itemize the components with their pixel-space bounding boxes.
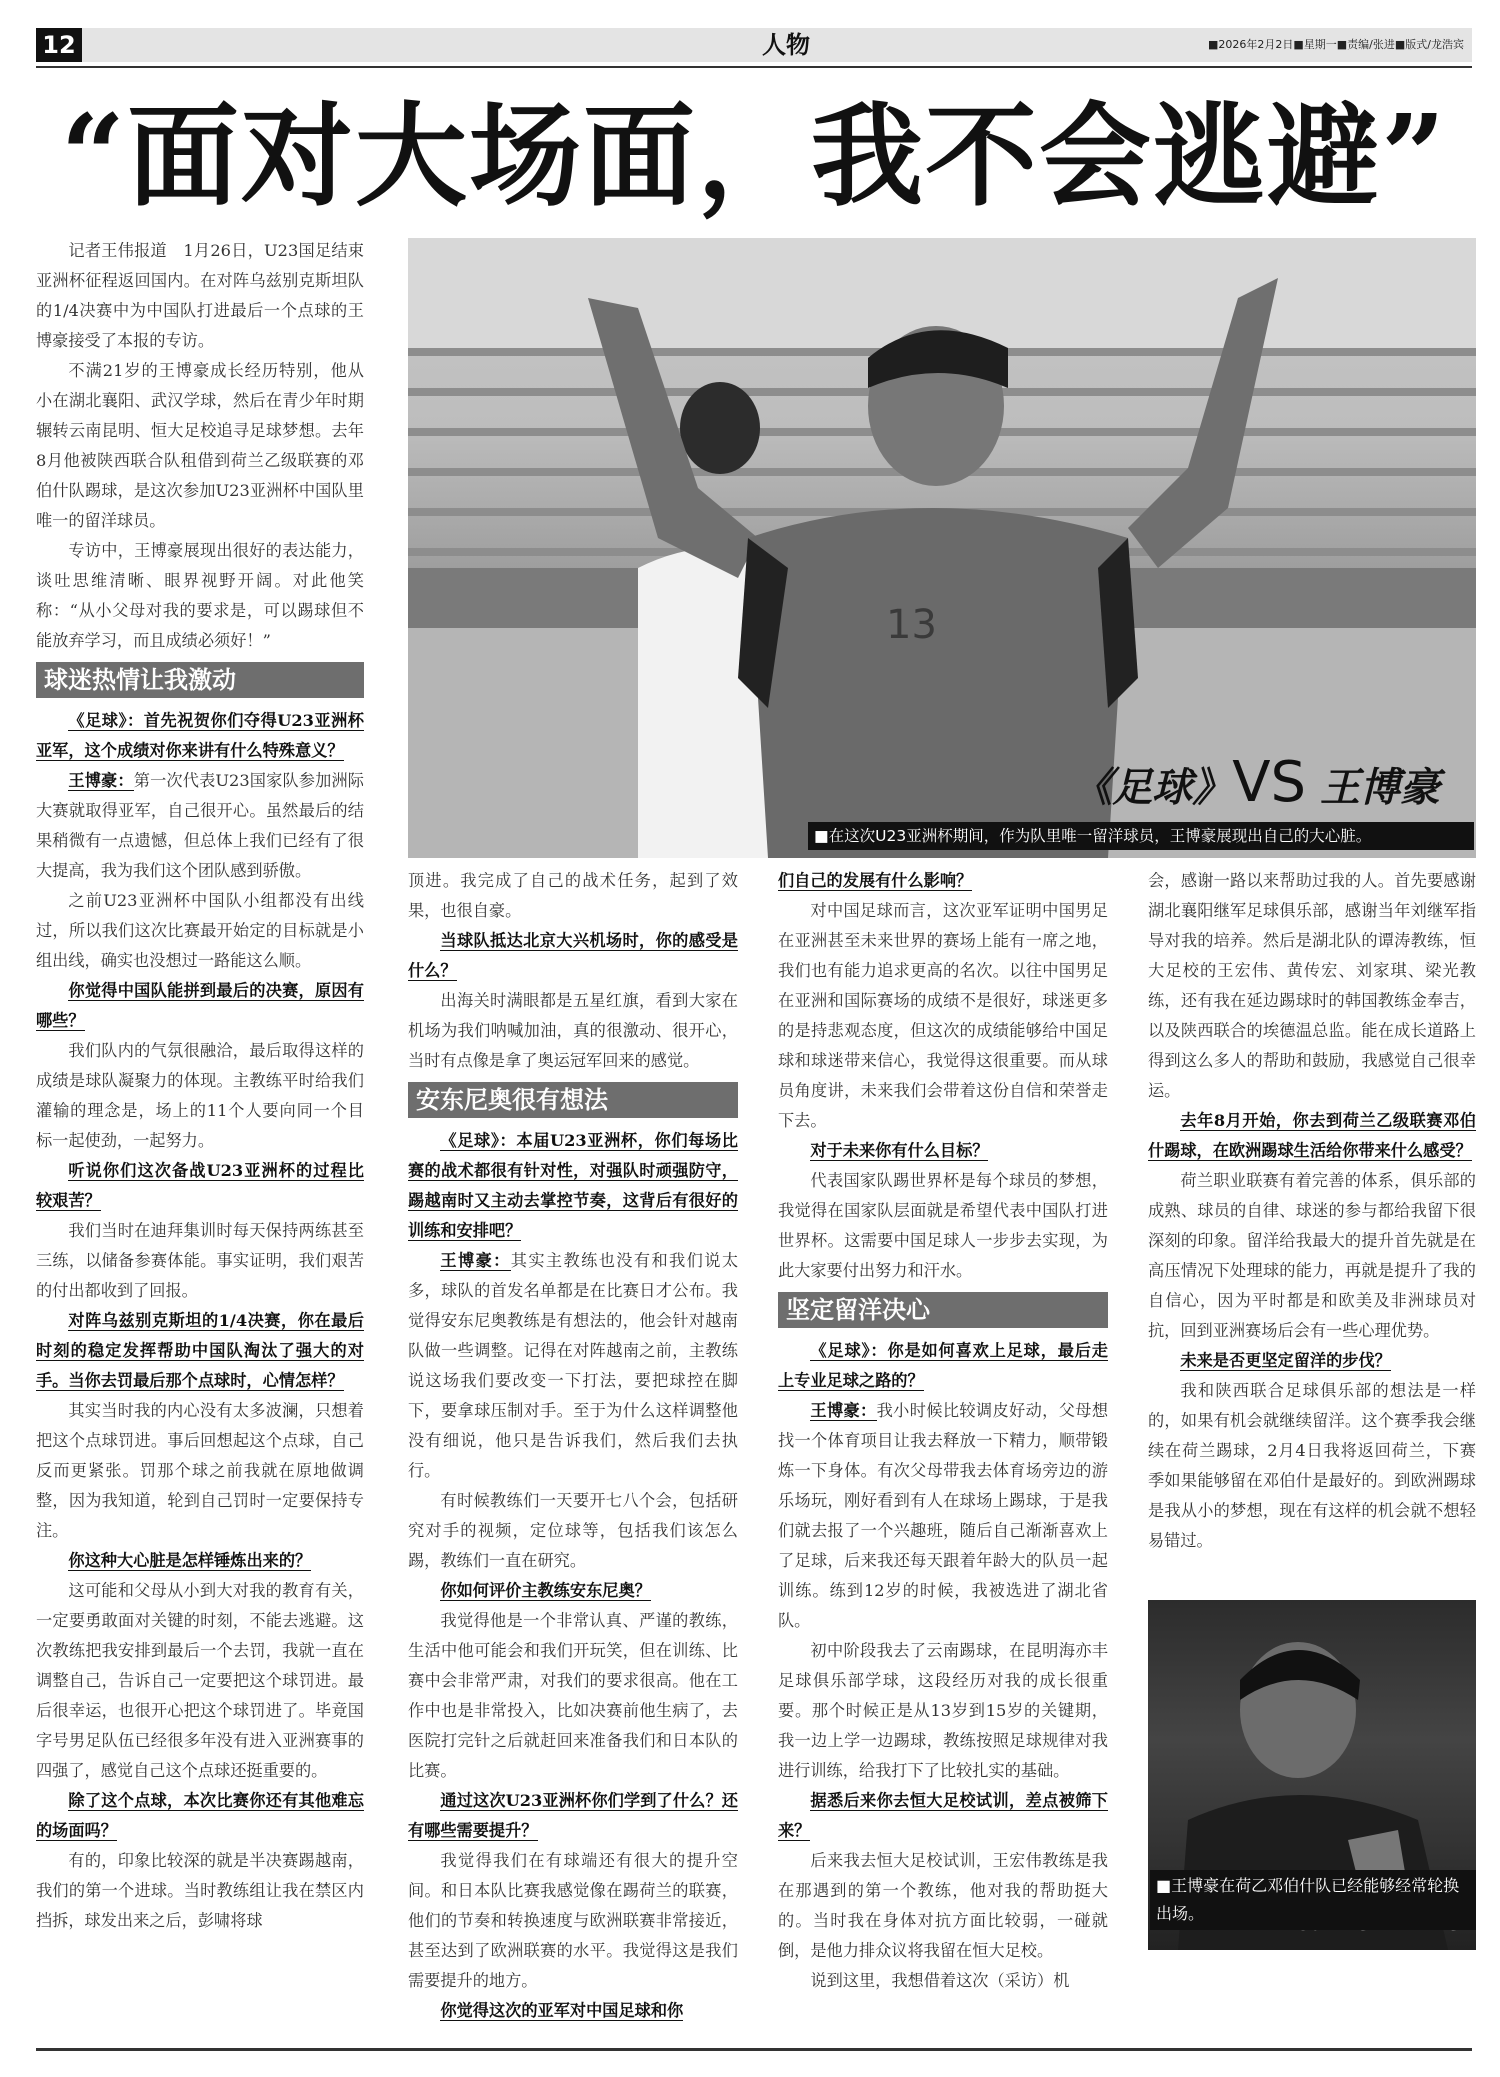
answer: 荷兰职业联赛有着完善的体系，俱乐部的成熟、球员的自律、球迷的参与都给我留下很深刻的印象。留洋给我最大的提升首先就是在高压情况下处理球的能力，再就是提升了我的自信心，因为平时都是和欧美及非洲球员对抗，回到亚洲赛场后会有一些心理优势。 [1148,1171,1476,1340]
answer: 我和陕西联合足球俱乐部的想法是一样的，如果有机会就继续留洋。这个赛季我会继续在荷兰踢球，2月4日我将返回荷兰，下赛季如果能够留在邓伯什是最好的。到欧洲踢球是我从小的梦想，现在有这样的机会就不想轻易错过。 [1148,1381,1476,1550]
question: 未来是否更坚定留洋的步伐？ [1180,1351,1391,1370]
question: 《足球》：本届U23亚洲杯，你们每场比赛的战术都很有针对性，对强队时顽强防守，踢越南时又主动去掌控节奏，这背后有很好的训练和安排吧？ [408,1131,738,1240]
answer: 王博豪：我小时候比较调皮好动，父母想找一个体育项目让我去释放一下精力，顺带锻炼一下身体。有次父母带我去体育场旁边的游乐场玩，刚好看到有人在球场上踢球，于是我们就去报了一个兴趣班，随后自己渐渐喜欢上了足球，后来我还每天跟着年龄大的队员一起训练。练到12岁的时候，我被选进了湖北省队。 [778,1401,1109,1630]
question: 你这种大心脏是怎样锤炼出来的？ [68,1551,312,1570]
answer: 有时候教练们一天要开七八个会，包括研究对手的视频，定位球等，包括我们该怎么踢，教练们一直在研究。 [408,1491,738,1570]
headline: “面对大场面，我不会逃避” [60,91,1448,222]
subheading: 球迷热情让我激动 [36,662,364,698]
answer: 代表国家队踢世界杯是每个球员的梦想，我觉得在国家队层面就是希望代表中国队打进世界杯。这需要中国足球人一步步去实现，为此大家要付出努力和汗水。 [778,1171,1108,1280]
column-4 [1148,866,1476,1556]
question: 当球队抵达北京大兴机场时，你的感受是什么？ [408,931,738,980]
speaker-label: 王博豪： [810,1401,877,1420]
question: 《足球》：你是如何喜欢上足球，最后走上专业足球之路的？ [778,1341,1108,1390]
question: 听说你们这次备战U23亚洲杯的过程比较艰苦？ [36,1161,364,1210]
question: 《足球》：首先祝贺你们夺得U23亚洲杯亚军，这个成绩对你来讲有什么特殊意义？ [36,711,364,760]
answer: 初中阶段我去了云南踢球，在昆明海亦丰足球俱乐部学球，这段经历对我的成长很重要。那个时候正是从13岁到15岁的关键期，我一边上学一边踢球，教练按照足球规律对我进行训练，给我打下了比较扎实的基础。 [778,1641,1108,1780]
question: 你觉得这次的亚军对中国足球和你 [440,2001,684,2020]
jersey-number: 13 [886,602,937,648]
answer: 王博豪：第一次代表U23国家队参加洲际大赛就取得亚军，自己很开心。虽然最后的结果稍微有一点遗憾，但总体上我们已经有了很大提高，我为我们这个团队感到骄傲。 [36,771,364,880]
answer: 顶进。我完成了自己的战术任务，起到了效果，也很自豪。 [408,871,738,920]
answer: 有的，印象比较深的就是半决赛踢越南，我们的第一个进球。当时教练组让我在禁区内挡拆，球发出来之后，彭啸将球 [36,1851,364,1930]
answer: 出海关时满眼都是五星红旗，看到大家在机场为我们呐喊加油，真的很激动、很开心，当时有点像是拿了奥运冠军回来的感觉。 [408,991,738,1070]
subheading: 坚定留洋决心 [778,1292,1108,1328]
interview-title: 《足球》VS 王博豪 [1072,750,1440,815]
intro-paragraph: 专访中，王博豪展现出很好的表达能力，谈吐思维清晰、眼界视野开阔。对此他笑称：“从小父母对我的要求是，可以踢球但不能放弃学习，而且成绩必须好！” [36,541,364,650]
column-3 [778,866,1108,1996]
question: 除了这个点球，本次比赛你还有其他难忘的场面吗？ [36,1791,364,1840]
question: 对阵乌兹别克斯坦的1/4决赛，你在最后时刻的稳定发挥帮助中国队淘汰了强大的对手。当你去罚最后那个点球时，心情怎样？ [36,1311,364,1390]
question: 通过这次U23亚洲杯你们学到了什么？还有哪些需要提升？ [408,1791,738,1840]
bottom-rule [36,2048,1472,2051]
answer: 会，感谢一路以来帮助过我的人。首先要感谢湖北襄阳继军足球俱乐部，感谢当年刘继军指导对我的培养。然后是湖北队的谭涛教练，恒大足校的王宏伟、黄传宏、刘家琪、梁光教练，还有我在延边踢球时的韩国教练金奉吉，以及陕西联合的埃德温总监。能在成长道路上得到这么多人的帮助和鼓励，我感觉自己很幸运。 [1148,871,1476,1100]
photo-caption: ■在这次U23亚洲杯期间，作为队里唯一留洋球员，王博豪展现出自己的大心脏。 [808,822,1474,850]
issue-meta: ■2026年2月2日■星期一■责编/张进■版式/龙浩宾 [1208,38,1464,51]
subheading: 安东尼奥很有想法 [408,1082,738,1118]
main-photo [408,238,1476,858]
answer: 后来我去恒大足校试训，王宏伟教练是我在那遇到的第一个教练，他对我的帮助挺大的。当时我在身体对抗方面比较弱，一碰就倒，是他力排众议将我留在恒大足校。 [778,1851,1108,1960]
question: 对于未来你有什么目标？ [810,1141,989,1160]
answer: 这可能和父母从小到大对我的教育有关，一定要勇敢面对关键的时刻，不能去逃避。这次教练把我安排到最后一个去罚，我就一直在调整自己，告诉自己一定要把这个球罚进。最后很幸运，也很开心把这个球罚进了。毕竟国字号男足队伍已经很多年没有进入亚洲赛事的四强了，感觉自己这个点球还挺重要的。 [36,1581,364,1780]
answer: 我觉得他是一个非常认真、严谨的教练，生活中他可能会和我们开玩笑，但在训练、比赛中会非常严肃，对我们的要求很高。他在工作中也是非常投入，比如决赛前他生病了，去医院打完针之后就赶回来准备我们和日本队的比赛。 [408,1611,738,1780]
column-1 [36,236,364,1936]
question: 你如何评价主教练安东尼奥？ [440,1581,651,1600]
portrait-caption: ■王博豪在荷乙邓伯什队已经能够经常轮换出场。 [1150,1870,1476,1930]
speaker-label: 王博豪： [68,771,134,790]
answer: 我觉得我们在有球端还有很大的提升空间。和日本队比赛我感觉像在踢荷兰的联赛，他们的节奏和转换速度与欧洲联赛非常接近，甚至达到了欧洲联赛的水平。我觉得这是我们需要提升的地方。 [408,1851,738,1990]
speaker-label: 王博豪： [440,1251,511,1270]
page-number: 12 [36,28,82,62]
answer: 我们队内的气氛很融洽，最后取得这样的成绩是球队凝聚力的体现。主教练平时给我们灌输的理念是，场上的11个人要向同一个目标一起使劲，一起努力。 [36,1041,364,1150]
question: 们自己的发展有什么影响？ [778,871,973,890]
lead-paragraph: 记者王伟报道 1月26日，U23国足结束亚洲杯征程返回国内。在对阵乌兹别克斯坦队的1/4决赛中为中国队打进最后一个点球的王博豪接受了本报的专访。 [36,241,364,350]
answer: 之前U23亚洲杯中国队小组都没有出线过，所以我们这次比赛最开始定的目标就是小组出线，确实也没想过一路能这么顺。 [36,891,364,970]
column-2 [408,866,738,2026]
answer: 我们当时在迪拜集训时每天保持两练甚至三练，以储备参赛体能。事实证明，我们艰苦的付出都收到了回报。 [36,1221,364,1300]
question: 你觉得中国队能拼到最后的决赛，原因有哪些？ [36,981,364,1030]
page-header [36,28,1472,62]
question: 据悉后来你去恒大足校试训，差点被筛下来？ [778,1791,1108,1840]
answer: 对中国足球而言，这次亚军证明中国男足在亚洲甚至未来世界的赛场上能有一席之地，我们也有能力追求更高的名次。以往中国男足在亚洲和国际赛场的成绩不是很好，球迷更多的是持悲观态度，但这次的成绩能够给中国足球和球迷带来信心，我觉得这很重要。而从球员角度讲，未来我们会带着这份自信和荣誉走下去。 [778,901,1108,1130]
intro-paragraph: 不满21岁的王博豪成长经历特别，他从小在湖北襄阳、武汉学球，然后在青少年时期辗转云南昆明、恒大足校追寻足球梦想。去年8月他被陕西联合队租借到荷兰乙级联赛的邓伯什队踢球，是这次参加U23亚洲杯中国队里唯一的留洋球员。 [36,361,364,530]
question: 去年8月开始，你去到荷兰乙级联赛邓伯什踢球，在欧洲踢球生活给你带来什么感受？ [1148,1111,1476,1160]
section-title: 人物 [762,31,810,59]
answer: 王博豪：其实主教练也没有和我们说太多，球队的首发名单都是在比赛日才公布。我觉得安东尼奥教练是有想法的，他会针对越南队做一些调整。记得在对阵越南之前，主教练说这场我们要改变一下打法，要把球控在脚下，要拿球压制对手。至于为什么这样调整他没有细说，他只是告诉我们，然后我们去执行。 [408,1251,739,1480]
top-rule [36,66,1472,68]
answer: 说到这里，我想借着这次（采访）机 [810,1971,1070,1990]
answer: 其实当时我的内心没有太多波澜，只想着把这个点球罚进。事后回想起这个点球，自己反而更紧张。罚那个球之前我就在原地做调整，因为我知道，轮到自己罚时一定要保持专注。 [36,1401,364,1540]
